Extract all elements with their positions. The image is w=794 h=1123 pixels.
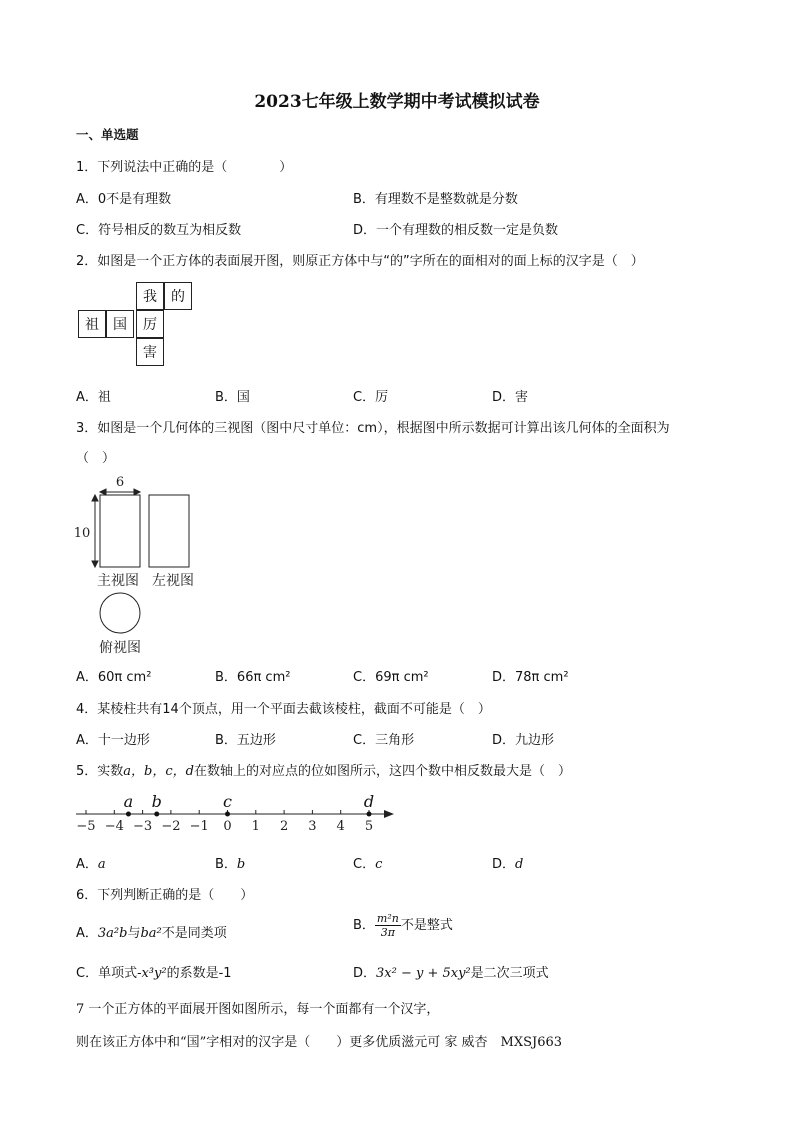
q6-option-d <box>353 962 549 981</box>
q2-option-c: C．厉 <box>353 390 389 405</box>
section-heading: 一、单选题 <box>76 127 139 142</box>
option-text: 是二次三项式 <box>470 966 549 981</box>
option-text: 不是同类项 <box>161 926 227 941</box>
math-expr: 3x² − y + 5xy² <box>376 966 471 981</box>
front-view-label: 主视图 <box>97 573 139 589</box>
q5-stem-suffix: 在数轴上的对应点的位如图所示，这四个数中相反数最大是（ ） <box>193 764 571 779</box>
tick-label: 1 <box>251 819 260 834</box>
q3-stem-line1: 3．如图是一个几何体的三视图（图中尺寸单位：cm），根据图中所示数据可计算出该几何体的全面积为 <box>76 421 670 436</box>
tick-label: −3 <box>133 819 153 834</box>
q1-option-a: A．0不是有理数 <box>76 192 172 207</box>
tick-label: 2 <box>279 819 289 834</box>
front-view-rect <box>100 495 140 567</box>
tick-label: 3 <box>308 819 317 834</box>
point-marker <box>225 812 230 817</box>
math-expr: ba² <box>140 926 162 941</box>
q5-stem <box>76 760 571 779</box>
q5-option-b <box>215 853 245 872</box>
arrow-right-icon <box>384 810 394 818</box>
math-expr: -x³y² <box>137 966 167 981</box>
q5-stem-prefix: 5．实数 <box>76 764 124 779</box>
q3-stem-line2: （ ） <box>76 451 116 466</box>
number-line <box>70 790 400 840</box>
q6-option-b <box>353 912 453 939</box>
arrow-up-icon <box>92 495 98 501</box>
q7-line1: 7 一个正方体的平面展开图如图所示，每一个面都有一个汉字， <box>76 1002 440 1017</box>
option-text: 与 <box>127 926 141 941</box>
q3-option-a: A．60π cm² <box>76 670 152 685</box>
option-letter: A． <box>76 926 98 941</box>
arrow-left-icon <box>100 489 106 495</box>
option-text: 的系数是-1 <box>166 966 232 981</box>
left-view-label: 左视图 <box>152 573 194 589</box>
net-cell: 的 <box>164 282 192 310</box>
fraction-numerator: m²n <box>376 912 399 925</box>
option-letter: A． <box>76 857 98 872</box>
arrow-down-icon <box>92 561 98 567</box>
q2-option-a: A．祖 <box>76 390 111 405</box>
tick-label: −4 <box>104 819 124 834</box>
q2-option-d: D．害 <box>492 390 529 405</box>
point-marker <box>126 812 131 817</box>
q5-option-d <box>492 853 523 872</box>
point-marker <box>154 812 159 817</box>
point-marker <box>367 812 372 817</box>
arrow-right-icon <box>134 489 140 495</box>
net-cell: 厉 <box>136 310 164 338</box>
q4-option-d: D．九边形 <box>492 733 555 748</box>
q4-option-a: A．十一边形 <box>76 733 150 748</box>
fraction <box>375 912 401 939</box>
q5-stem-vars: a，b，c，d <box>123 764 194 779</box>
three-view-figure <box>70 470 210 660</box>
height-label: 10 <box>73 526 91 541</box>
q2-option-b: B．国 <box>215 390 250 405</box>
q3-option-b: B．66π cm² <box>215 670 291 685</box>
option-var: d <box>515 857 524 872</box>
q4-option-b: B．五边形 <box>215 733 276 748</box>
fraction-denominator: 3π <box>380 926 395 939</box>
option-letter: C． <box>353 857 376 872</box>
q3-option-c: C．69π cm² <box>353 670 429 685</box>
tick-label: −5 <box>76 819 96 834</box>
tick-label: −1 <box>189 819 209 834</box>
option-letter: D． <box>492 857 516 872</box>
net-cell: 我 <box>136 282 164 310</box>
option-var: b <box>236 857 246 872</box>
q7-line2: 则在该正方体中和“国”字相对的汉字是（ ）更多优质滋元可 家 威杏 MXSJ663 <box>76 1035 563 1050</box>
q3-option-d: D．78π cm² <box>492 670 569 685</box>
q6-stem: 6．下列判断正确的是（ ） <box>76 888 254 903</box>
q1-option-c: C．符号相反的数互为相反数 <box>76 223 242 238</box>
top-view-label: 俯视图 <box>99 640 141 656</box>
q1-option-b: B．有理数不是整数就是分数 <box>353 192 518 207</box>
page-title: 2023七年级上数学期中考试模拟试卷 <box>254 92 540 112</box>
point-label: a <box>123 792 134 811</box>
q4-option-c: C．三角形 <box>353 733 415 748</box>
math-expr: 3a²b <box>97 926 128 941</box>
net-cell: 害 <box>136 338 164 366</box>
q2-stem: 2．如图是一个正方体的表面展开图，则原正方体中与“的”字所在的面相对的面上标的汉字是（ ） <box>76 254 644 269</box>
option-letter: D． <box>353 966 377 981</box>
point-label: b <box>151 792 162 811</box>
point-label: d <box>363 792 375 811</box>
q1-option-d: D．一个有理数的相反数一定是负数 <box>353 223 559 238</box>
tick-label: 5 <box>364 819 374 834</box>
left-view-rect <box>149 495 189 567</box>
q5-option-a <box>76 853 106 872</box>
net-cell: 祖 <box>78 310 106 338</box>
option-var: a <box>97 857 106 872</box>
net-cell: 国 <box>106 310 134 338</box>
option-text: C．单项式 <box>76 966 138 981</box>
option-letter: B． <box>215 857 237 872</box>
width-label: 6 <box>115 475 125 490</box>
point-label: c <box>223 792 232 811</box>
option-letter: B． <box>353 918 375 933</box>
q6-option-c <box>76 962 232 981</box>
tick-label: 0 <box>223 819 232 834</box>
top-view-circle <box>100 593 140 633</box>
q6-option-a <box>76 922 227 941</box>
q4-stem: 4．某棱柱共有14个顶点，用一个平面去截该棱柱，截面不可能是（ ） <box>76 702 491 717</box>
q1-stem: 1．下列说法中正确的是（ ） <box>76 160 293 175</box>
tick-label: −2 <box>161 819 181 834</box>
tick-label: 4 <box>336 819 345 834</box>
option-text: 不是整式 <box>400 918 453 933</box>
option-var: c <box>375 857 383 872</box>
q5-option-c <box>353 853 382 872</box>
